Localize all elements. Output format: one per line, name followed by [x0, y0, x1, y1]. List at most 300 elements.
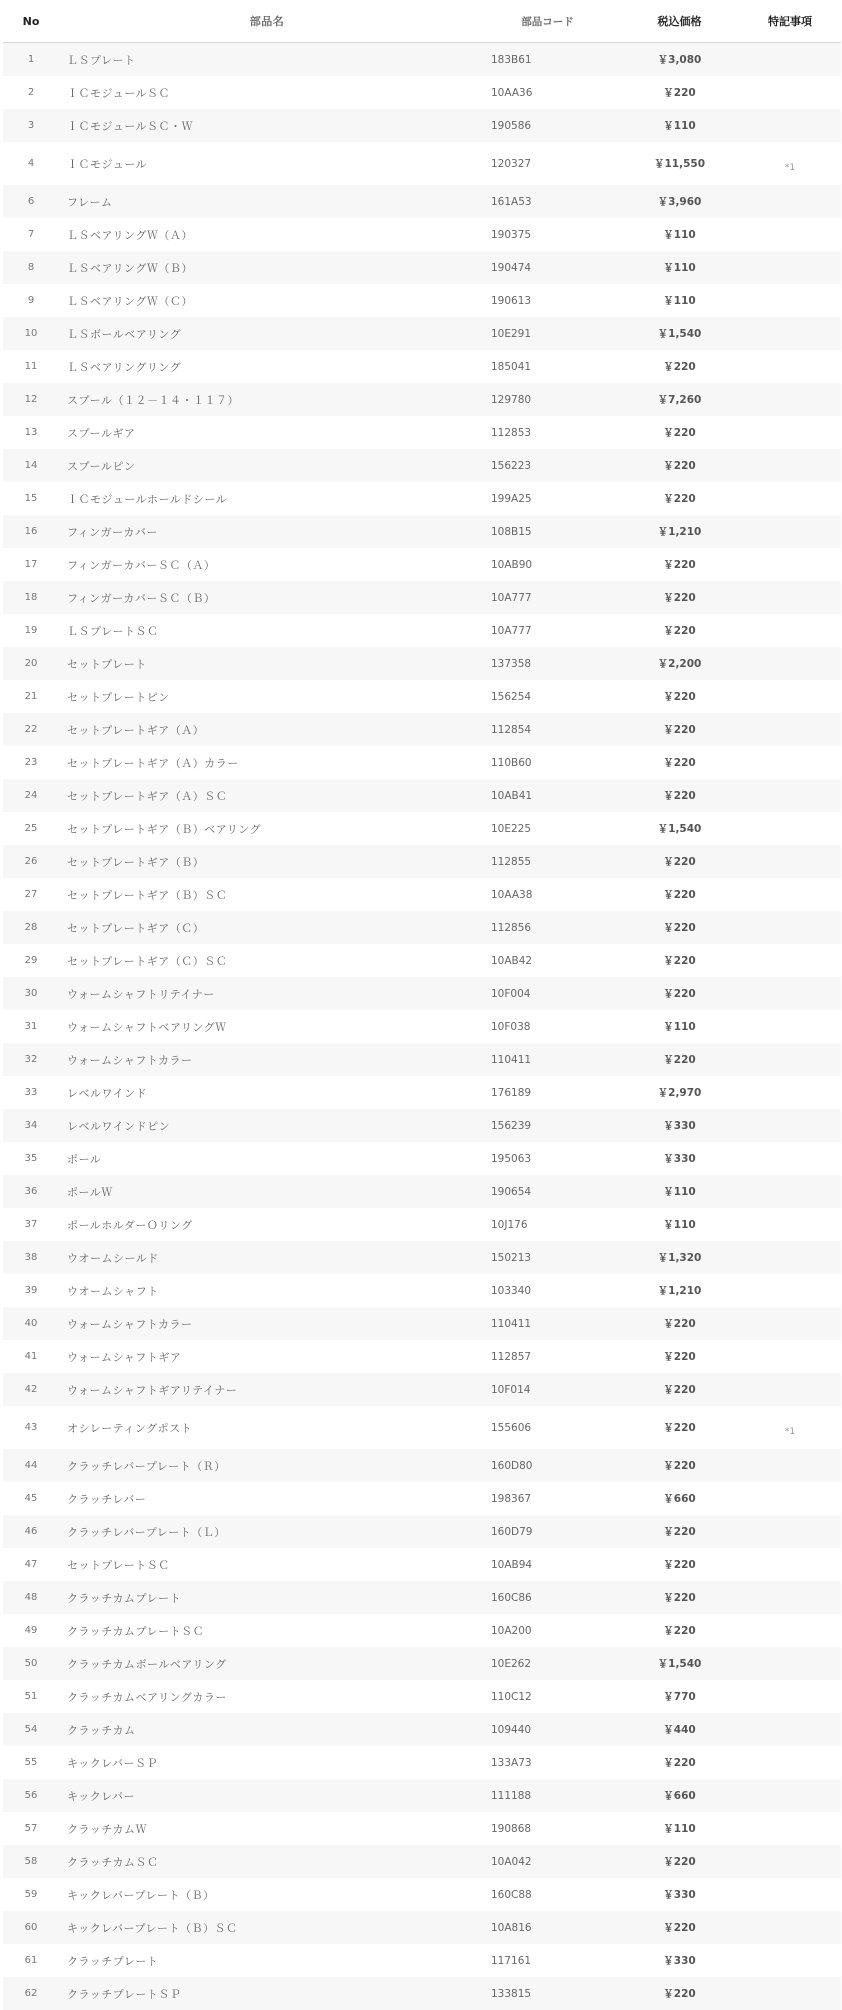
row-price: ￥220: [663, 1526, 696, 1538]
table-row: [3, 1373, 841, 1406]
row-no: 60: [24, 1922, 38, 1933]
row-part-name: ＩＣモジュールＳＣ・Ｗ: [67, 119, 194, 133]
row-no: 48: [24, 1592, 38, 1603]
table-row: [3, 1581, 841, 1614]
row-part-name: セットプレートギア（Ｂ）: [67, 855, 205, 869]
row-note: [739, 924, 841, 932]
row-note: [739, 1320, 841, 1328]
row-price: ￥220: [663, 757, 696, 769]
row-part-code: 10A777: [491, 624, 532, 637]
table-row: [3, 680, 841, 713]
row-part-name: セットプレートギア（Ａ）: [67, 723, 205, 737]
row-price: ￥1,210: [657, 526, 702, 538]
row-no: 36: [24, 1186, 38, 1197]
row-part-name: クラッチカムボールベアリング: [67, 1657, 227, 1671]
row-no: 47: [24, 1559, 38, 1570]
row-part-code: 183B61: [491, 53, 532, 66]
row-part-name: ウォームシャフトギアリテイナー: [67, 1383, 238, 1397]
row-part-code: 160D79: [491, 1525, 533, 1538]
row-part-name: ウォームシャフトベアリングＷ: [67, 1020, 227, 1034]
row-part-code: 161A53: [491, 195, 532, 208]
row-price: ￥110: [663, 262, 696, 274]
row-price: ￥220: [663, 1559, 696, 1571]
row-note: [739, 627, 841, 635]
row-part-code: 117161: [491, 1954, 532, 1967]
table-row: [3, 43, 841, 76]
row-no: 19: [24, 625, 38, 636]
row-price: ￥220: [663, 724, 696, 736]
row-part-code: 10AB41: [491, 789, 533, 802]
row-part-code: 10A200: [491, 1624, 532, 1637]
row-no: 21: [24, 691, 38, 702]
row-no: 8: [27, 262, 35, 273]
row-part-code: 195063: [491, 1152, 532, 1165]
row-note: [739, 1792, 841, 1800]
row-price: ￥220: [663, 1422, 696, 1434]
table-row: [3, 1482, 841, 1515]
row-price: ￥220: [663, 427, 696, 439]
row-part-name: レベルワインド: [67, 1086, 148, 1100]
row-note: [739, 1287, 841, 1295]
row-no: 24: [24, 790, 38, 801]
row-part-code: 176189: [491, 1086, 532, 1099]
row-part-code: 10J176: [491, 1218, 528, 1231]
row-note: [739, 1386, 841, 1394]
row-part-name: クラッチカム: [67, 1723, 136, 1737]
table-row: [3, 317, 841, 350]
row-note: [739, 1221, 841, 1229]
row-part-code: 10A777: [491, 591, 532, 604]
row-no: 45: [24, 1493, 38, 1504]
table-row: [3, 1911, 841, 1944]
row-price: ￥220: [663, 87, 696, 99]
row-part-name: ウォームシャフトリテイナー: [67, 987, 215, 1001]
row-price: ￥11,550: [653, 158, 706, 170]
row-part-name: スプールギア: [67, 426, 136, 440]
row-price: ￥110: [663, 229, 696, 241]
row-note: [739, 561, 841, 569]
row-part-code: 156254: [491, 690, 532, 703]
row-part-name: ＩＣモジュール: [67, 157, 148, 171]
row-price: ￥220: [663, 1856, 696, 1868]
row-part-name: クラッチレバー: [67, 1492, 147, 1506]
table-row: [3, 1647, 841, 1680]
row-part-name: ＬＳプレートＳＣ: [67, 624, 159, 638]
row-part-name: キックレバープレート（Ｂ）: [67, 1888, 215, 1902]
row-note: [739, 1254, 841, 1262]
row-no: 39: [24, 1285, 38, 1296]
row-note: [739, 1957, 841, 1965]
table-row: [3, 1515, 841, 1548]
row-part-name: クラッチカムＳＣ: [67, 1855, 159, 1869]
row-part-name: セットプレートギア（Ｂ）ＳＣ: [67, 888, 228, 902]
row-part-name: ＬＳベアリングＷ（Ｂ）: [67, 261, 193, 275]
row-note: [739, 1990, 841, 1998]
row-part-code: 150213: [491, 1251, 532, 1264]
row-no: 20: [24, 658, 38, 669]
row-part-code: 111188: [491, 1789, 532, 1802]
row-no: 37: [24, 1219, 38, 1230]
row-no: 40: [24, 1318, 38, 1329]
table-row: [3, 1944, 841, 1977]
row-no: 16: [24, 526, 38, 537]
row-part-name: クラッチカムプレート: [67, 1591, 182, 1605]
row-price: ￥220: [663, 1922, 696, 1934]
row-note: [739, 1056, 841, 1064]
row-no: 14: [24, 460, 38, 471]
row-price: ￥1,540: [657, 823, 702, 835]
row-part-name: セットプレート: [67, 657, 147, 671]
row-part-code: 10AB94: [491, 1558, 533, 1571]
table-row: [3, 1614, 841, 1647]
row-no: 34: [24, 1120, 38, 1131]
row-no: 49: [24, 1625, 38, 1636]
row-no: 11: [24, 361, 38, 372]
table-row: [3, 911, 841, 944]
row-part-name: フレーム: [67, 195, 113, 209]
row-no: 31: [24, 1021, 38, 1032]
row-part-name: スプール（１２－１４・１１７）: [67, 393, 239, 407]
row-part-name: クラッチプレートＳＰ: [67, 1987, 182, 2001]
row-part-name: ＩＣモジュールホールドシール: [67, 492, 228, 506]
row-price: ￥1,320: [657, 1252, 702, 1264]
row-part-code: 10AA38: [491, 888, 533, 901]
header-part-name: 部品名: [249, 15, 285, 28]
row-part-name: クラッチカムＷ: [67, 1822, 148, 1836]
row-price: ￥110: [663, 1823, 696, 1835]
row-price: ￥1,210: [657, 1285, 702, 1297]
row-part-code: 185041: [491, 360, 532, 373]
table-row: [3, 1241, 841, 1274]
row-no: 2: [27, 87, 35, 98]
row-no: 17: [24, 559, 38, 570]
row-part-code: 190586: [491, 119, 532, 132]
row-price: ￥2,970: [657, 1087, 702, 1099]
row-part-name: セットプレートギア（Ｃ）: [67, 921, 205, 935]
row-note: *1: [784, 1426, 796, 1437]
header-note: 特記事項: [768, 15, 812, 28]
row-part-code: 109440: [491, 1723, 532, 1736]
row-part-code: 190654: [491, 1185, 532, 1198]
table-row: [3, 977, 841, 1010]
row-price: ￥660: [663, 1790, 696, 1802]
row-no: 54: [24, 1724, 38, 1735]
row-note: [739, 1825, 841, 1833]
row-part-code: 160C86: [491, 1591, 532, 1604]
row-note: [739, 957, 841, 965]
table-row: [3, 1340, 841, 1373]
row-note: [739, 792, 841, 800]
row-no: 42: [24, 1384, 38, 1395]
row-no: 28: [24, 922, 38, 933]
row-no: 7: [27, 229, 35, 240]
table-row: [3, 1812, 841, 1845]
row-part-name: キックレバーＳＰ: [67, 1756, 159, 1770]
row-price: ￥660: [663, 1493, 696, 1505]
row-no: 51: [24, 1691, 38, 1702]
row-part-code: 103340: [491, 1284, 532, 1297]
row-note: [739, 594, 841, 602]
parts-price-table: [3, 0, 841, 2010]
row-part-name: ポールホルダーＯリング: [67, 1218, 193, 1232]
row-part-code: 133815: [491, 1987, 532, 2000]
table-row: [3, 1845, 841, 1878]
row-no: 61: [24, 1955, 38, 1966]
row-note: [739, 495, 841, 503]
row-part-code: 112856: [491, 921, 532, 934]
table-row: [3, 1878, 841, 1911]
row-part-name: フィンガーカバーＳＣ（Ｂ）: [67, 591, 216, 605]
table-row: [3, 713, 841, 746]
table-row: [3, 1109, 841, 1142]
row-part-code: 112853: [491, 426, 532, 439]
row-part-code: 155606: [491, 1421, 532, 1434]
row-no: 15: [24, 493, 38, 504]
row-part-code: 133A73: [491, 1756, 532, 1769]
row-price: ￥220: [663, 1054, 696, 1066]
row-no: 58: [24, 1856, 38, 1867]
row-part-name: ウオームシールド: [67, 1251, 159, 1265]
row-price: ￥1,540: [657, 1658, 702, 1670]
row-note: [739, 858, 841, 866]
row-part-name: オシレーティングポスト: [67, 1421, 193, 1435]
row-part-name: セットプレートギア（Ｂ）ベアリング: [67, 822, 262, 836]
table-row: [3, 449, 841, 482]
row-note: [739, 693, 841, 701]
table-row: [3, 1274, 841, 1307]
table-row: [3, 1713, 841, 1746]
row-part-name: ウオームシャフト: [67, 1284, 159, 1298]
row-part-name: クラッチレバープレート（Ｒ）: [67, 1459, 226, 1473]
row-price: ￥220: [663, 1318, 696, 1330]
row-no: 13: [24, 427, 38, 438]
row-part-code: 10F038: [491, 1020, 531, 1033]
row-note: [739, 122, 841, 130]
row-part-name: クラッチカムプレートＳＣ: [67, 1624, 205, 1638]
table-row: [3, 1043, 841, 1076]
table-row: [3, 251, 841, 284]
row-note: [739, 1858, 841, 1866]
table-row: [3, 185, 841, 218]
row-note: [739, 1759, 841, 1767]
row-price: ￥220: [663, 1592, 696, 1604]
table-row: [3, 1779, 841, 1812]
row-price: ￥220: [663, 592, 696, 604]
row-price: ￥330: [663, 1153, 696, 1165]
row-part-name: ＩＣモジュールＳＣ: [67, 86, 171, 100]
row-no: 26: [24, 856, 38, 867]
row-part-name: フィンガーカバーＳＣ（Ａ）: [67, 558, 216, 572]
row-price: ￥220: [663, 493, 696, 505]
row-part-code: 190613: [491, 294, 532, 307]
row-part-code: 110411: [491, 1053, 532, 1066]
table-row: [3, 1680, 841, 1713]
row-price: ￥220: [663, 889, 696, 901]
row-part-name: セットプレートギア（Ａ）ＳＣ: [67, 789, 228, 803]
row-note: [739, 1660, 841, 1668]
table-row: [3, 284, 841, 317]
row-note: [739, 1924, 841, 1932]
row-note: [739, 462, 841, 470]
row-part-code: 156223: [491, 459, 532, 472]
row-part-name: ウォームシャフトギア: [67, 1350, 182, 1364]
table-header: [3, 0, 841, 43]
row-no: 32: [24, 1054, 38, 1065]
row-part-code: 129780: [491, 393, 532, 406]
row-part-code: 112855: [491, 855, 532, 868]
row-price: ￥330: [663, 1120, 696, 1132]
table-row: [3, 383, 841, 416]
table-body: [3, 43, 841, 2010]
row-no: 38: [24, 1252, 38, 1263]
row-part-code: 10A042: [491, 1855, 532, 1868]
row-price: ￥110: [663, 1219, 696, 1231]
row-part-name: レベルワインドピン: [67, 1119, 171, 1133]
row-price: ￥220: [663, 1351, 696, 1363]
row-note: [739, 1495, 841, 1503]
table-row: [3, 779, 841, 812]
row-note: [739, 1561, 841, 1569]
table-row: [3, 746, 841, 779]
table-row: [3, 581, 841, 614]
row-part-code: 10F014: [491, 1383, 531, 1396]
row-price: ￥770: [663, 1691, 696, 1703]
row-part-code: 110B60: [491, 756, 532, 769]
table-row: [3, 1010, 841, 1043]
row-no: 4: [27, 158, 35, 169]
row-note: [739, 1155, 841, 1163]
table-row: [3, 1076, 841, 1109]
row-no: 22: [24, 724, 38, 735]
row-part-name: ウォームシャフトカラー: [67, 1317, 193, 1331]
table-row: [3, 944, 841, 977]
row-no: 46: [24, 1526, 38, 1537]
row-part-code: 198367: [491, 1492, 532, 1505]
table-row: [3, 614, 841, 647]
row-part-code: 120327: [491, 157, 532, 170]
row-part-name: ポール: [67, 1152, 102, 1166]
row-price: ￥220: [663, 1757, 696, 1769]
row-price: ￥220: [663, 955, 696, 967]
row-price: ￥220: [663, 922, 696, 934]
row-note: [739, 330, 841, 338]
row-part-code: 190868: [491, 1822, 532, 1835]
row-part-code: 10AB90: [491, 558, 533, 571]
row-note: [739, 429, 841, 437]
row-note: [739, 759, 841, 767]
row-part-name: クラッチプレート: [67, 1954, 159, 1968]
table-row: [3, 1307, 841, 1340]
row-part-name: セットプレートギア（Ａ）カラー: [67, 756, 239, 770]
row-note: [739, 89, 841, 97]
row-part-code: 10F004: [491, 987, 531, 1000]
table-row: [3, 76, 841, 109]
row-no: 41: [24, 1351, 38, 1362]
row-price: ￥3,080: [657, 54, 702, 66]
row-part-code: 110411: [491, 1317, 532, 1330]
row-note: [739, 528, 841, 536]
row-part-code: 160D80: [491, 1459, 533, 1472]
row-note: [739, 297, 841, 305]
table-row: [3, 548, 841, 581]
row-note: [739, 1627, 841, 1635]
row-no: 23: [24, 757, 38, 768]
row-note: [739, 231, 841, 239]
table-row: [3, 482, 841, 515]
row-note: [739, 1528, 841, 1536]
row-no: 44: [24, 1460, 38, 1471]
row-no: 27: [24, 889, 38, 900]
row-part-code: 156239: [491, 1119, 532, 1132]
row-no: 25: [24, 823, 38, 834]
row-price: ￥1,540: [657, 328, 702, 340]
row-no: 57: [24, 1823, 38, 1834]
row-no: 29: [24, 955, 38, 966]
row-part-name: セットプレートギア（Ｃ）ＳＣ: [67, 954, 228, 968]
row-price: ￥220: [663, 988, 696, 1000]
row-part-code: 108B15: [491, 525, 532, 538]
table-row: [3, 845, 841, 878]
row-price: ￥220: [663, 625, 696, 637]
row-price: ￥110: [663, 1021, 696, 1033]
row-price: ￥3,960: [657, 196, 702, 208]
row-no: 1: [27, 54, 35, 65]
table-row: [3, 142, 841, 185]
row-note: [739, 1188, 841, 1196]
table-row: [3, 647, 841, 680]
row-no: 6: [27, 196, 35, 207]
row-note: [739, 1693, 841, 1701]
table-row: [3, 1977, 841, 2010]
row-part-code: 112854: [491, 723, 532, 736]
row-price: ￥110: [663, 295, 696, 307]
row-part-name: ＬＳベアリングリング: [67, 360, 182, 374]
row-part-name: ＬＳプレート: [67, 53, 136, 67]
row-price: ￥220: [663, 691, 696, 703]
row-part-code: 190375: [491, 228, 532, 241]
table-row: [3, 109, 841, 142]
row-part-code: 10AB42: [491, 954, 533, 967]
row-note: [739, 396, 841, 404]
row-part-name: フィンガーカバー: [67, 525, 158, 539]
row-note: [739, 198, 841, 206]
row-note: [739, 1891, 841, 1899]
row-note: [739, 1462, 841, 1470]
table-row: [3, 350, 841, 383]
row-part-code: 190474: [491, 261, 532, 274]
row-note: [739, 726, 841, 734]
row-no: 12: [24, 394, 38, 405]
table-row: [3, 1449, 841, 1482]
table-row: [3, 1406, 841, 1449]
row-note: [739, 264, 841, 272]
row-price: ￥220: [663, 1988, 696, 2000]
table-row: [3, 218, 841, 251]
row-note: [739, 891, 841, 899]
row-note: [739, 990, 841, 998]
row-part-code: 199A25: [491, 492, 532, 505]
row-part-name: ウォームシャフトカラー: [67, 1053, 193, 1067]
row-no: 33: [24, 1087, 38, 1098]
row-price: ￥220: [663, 790, 696, 802]
row-part-code: 137358: [491, 657, 532, 670]
row-note: [739, 1089, 841, 1097]
row-no: 50: [24, 1658, 38, 1669]
row-part-name: ポールＷ: [67, 1185, 113, 1199]
row-no: 10: [24, 328, 38, 339]
row-price: ￥7,260: [657, 394, 702, 406]
row-no: 30: [24, 988, 38, 999]
